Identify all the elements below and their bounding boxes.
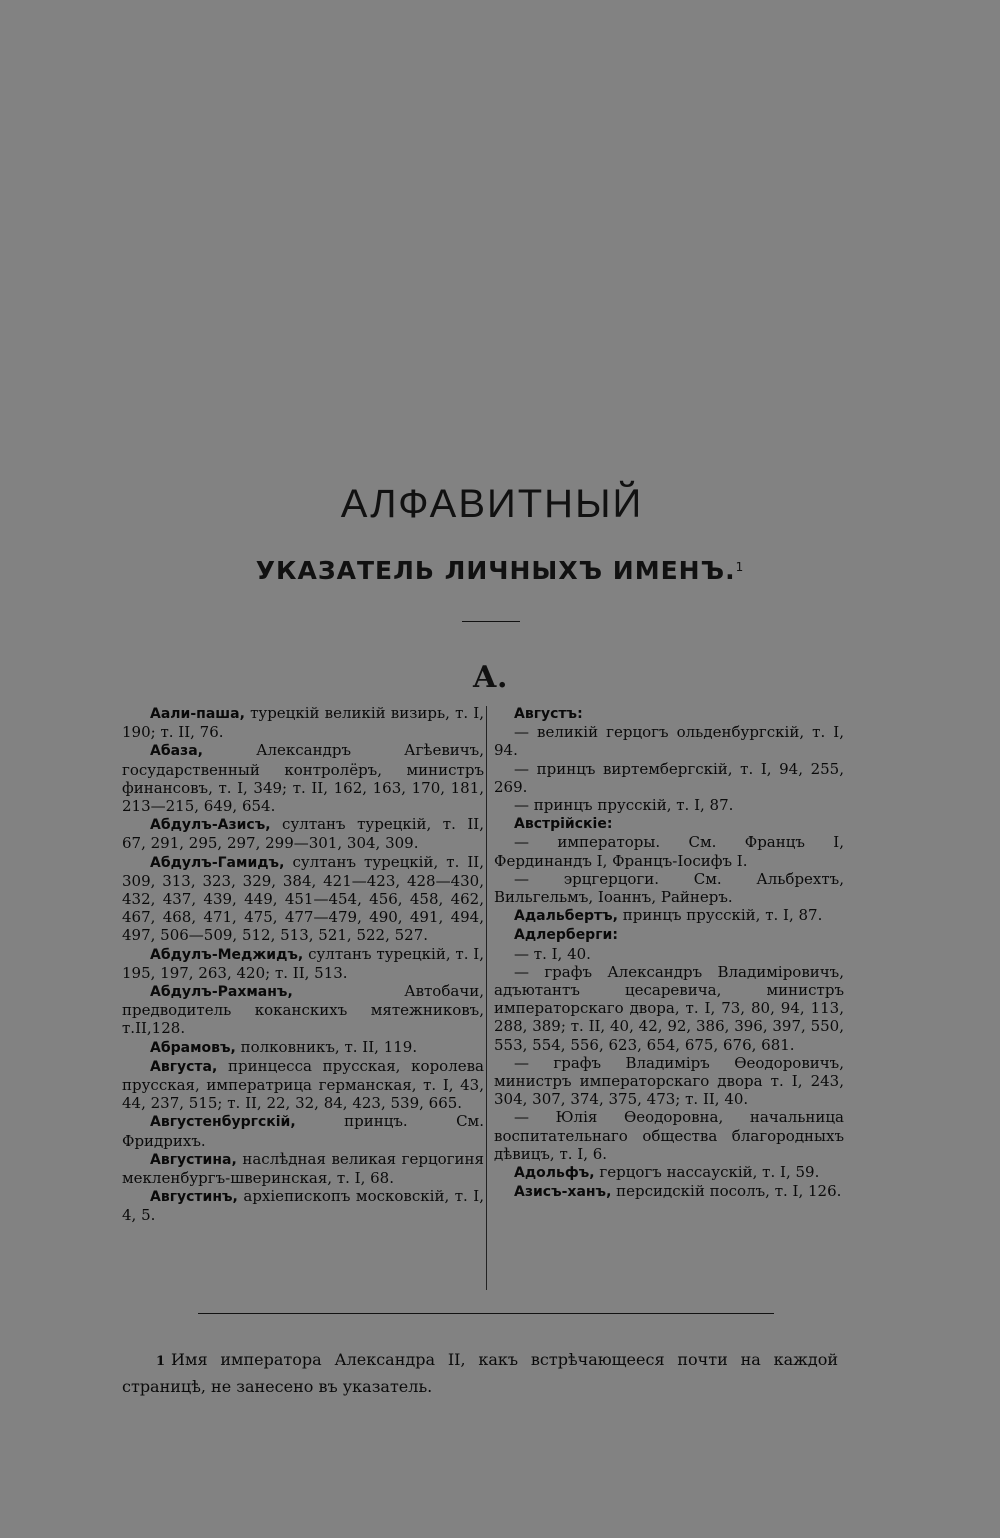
entry-text: султанъ турецкій, т. II, 309, 313, 323, 329, 384, 421—423, 428—430, 432, 437, 439, 449, 451—454, 456, 458, 462, 467, 468, 471, 475, 477—479, 490, 491, 494, 497, 506—509, 512, 513, 521, 522, 527. — [122, 852, 484, 945]
entry-headword: Адлерберги: — [514, 927, 618, 944]
entry-text: принцъ прусскій, т. I, 87. — [617, 906, 823, 925]
index-subentry — [494, 723, 844, 759]
index-entry — [122, 1038, 484, 1057]
index-subentry — [494, 945, 844, 963]
index-entry — [122, 945, 484, 982]
index-heading-entry — [494, 814, 844, 833]
title-rule — [462, 621, 520, 622]
footnote-text: Имя императора Александра II, какъ встрѣчающееся почти на каждой страницѣ, не занесено въ указатель. — [122, 1350, 838, 1396]
footnote-mark: 1 — [156, 1354, 166, 1369]
entry-text: — императоры. См. Францъ I, Фердинандъ I, Францъ-Іосифъ I. — [494, 833, 844, 870]
entry-text: герцогъ нассаускій, т. I, 59. — [594, 1163, 820, 1182]
entry-headword: Абаза, — [150, 743, 203, 760]
entry-text: — графъ Александръ Владиміровичъ, адъютантъ цесаревича, министръ императорскаго двора, т. I, 73, 80, 94, 113, 288, 389; т. II, 40, 42, 92, 386, 396, 397, 550, 553, 554, 556, 623, 654, 675, 676, 681. — [494, 962, 844, 1054]
entry-text: — принцъ виртембергскій, т. I, 94, 255, 269. — [494, 759, 844, 796]
entry-text: — эрцгерцоги. См. Альбрехтъ, Вильгельмъ, Іоаннъ, Райнеръ. — [494, 869, 844, 907]
entry-text: турецкій великій визирь, т. I, 190; т. II, 76. — [122, 704, 484, 742]
index-entry — [122, 1112, 484, 1149]
index-subentry — [494, 870, 844, 906]
index-heading-entry — [494, 704, 844, 723]
index-entry — [122, 815, 484, 852]
entry-headword: Августъ: — [514, 706, 583, 722]
subtitle-text: УКАЗАТЕЛЬ ЛИЧНЫХЪ ИМЕНЪ. — [255, 556, 736, 585]
entry-headword: Аали-паша, — [150, 706, 245, 722]
index-entry — [122, 704, 484, 741]
index-entry — [122, 853, 484, 945]
index-subentry — [494, 963, 844, 1054]
index-heading-entry — [494, 925, 844, 944]
entry-text: — великій герцогъ ольденбургскій, т. I, 94. — [494, 723, 844, 760]
index-title: АЛФАВИТНЫЙ — [340, 482, 644, 526]
index-entry — [122, 1057, 484, 1113]
index-subentry — [494, 1108, 844, 1163]
entry-text: полковникъ, т. II, 119. — [235, 1037, 418, 1056]
index-subentry — [494, 833, 844, 869]
entry-text: султанъ турецкій, т. I, 195, 197, 263, 420; т. II, 513. — [122, 944, 484, 982]
entry-text: архіепископъ московскій, т. I, 4, 5. — [122, 1187, 484, 1225]
index-subentry — [494, 1054, 844, 1109]
index-entry — [494, 1182, 844, 1201]
entry-headword: Адальбертъ, — [514, 908, 618, 925]
entry-text: султанъ турецкій, т. II, 67, 291, 295, 297, 299—301, 304, 309. — [122, 815, 484, 853]
entry-headword: Абдулъ-Меджидъ, — [150, 946, 304, 963]
entry-headword: Адольфъ, — [514, 1165, 595, 1182]
entry-text: Александръ Агѣевичъ, государственный контролёръ, министръ финансовъ, т. I, 349; т. II, 162, 163, 170, 181, 213—215, 649, 654. — [122, 741, 484, 816]
index-subtitle — [0, 556, 1000, 585]
entry-headword: Абдулъ-Азисъ, — [150, 817, 271, 834]
entry-text: персидскій посолъ, т. I, 126. — [611, 1182, 842, 1201]
footnote-rule — [198, 1313, 774, 1314]
index-entry — [122, 1187, 484, 1224]
column-divider — [486, 706, 487, 1290]
entry-headword: Абрамовъ, — [150, 1039, 236, 1056]
entry-text: — принцъ прусскій, т. I, 87. — [514, 796, 734, 815]
entry-text: Автобачи, предводитель коканскихъ мятежниковъ, т.II,128. — [122, 982, 484, 1038]
entry-text: — Юлія Ѳеодоровна, начальница воспитательнаго общества благородныхъ дѣвицъ, т. I, 6. — [494, 1108, 844, 1163]
index-subentry — [494, 796, 844, 814]
entry-headword: Августинъ, — [150, 1189, 238, 1206]
entry-headword: Абдулъ-Рахманъ, — [150, 984, 293, 1001]
index-entry — [122, 982, 484, 1038]
footnote — [122, 1347, 838, 1399]
section-letter: А. — [472, 660, 508, 695]
index-entry — [494, 1163, 844, 1182]
entry-text: наслѣдная великая герцогиня мекленбургъ-шверинская, т. I, 68. — [122, 1149, 484, 1188]
entry-headword: Абдулъ-Гамидъ, — [150, 854, 285, 871]
entry-headword: Августа, — [150, 1058, 218, 1075]
left-column — [122, 704, 484, 1225]
entry-text: — графъ Владиміръ Ѳеодоровичъ, министръ императорскаго двора т. I, 243, 304, 307, 374, 375, 473; т. II, 40. — [494, 1053, 844, 1109]
entry-text: — т. I, 40. — [514, 944, 591, 963]
index-entry — [122, 1150, 484, 1187]
footnote-reference: 1 — [735, 560, 745, 574]
entry-headword: Августина, — [150, 1151, 237, 1168]
index-subentry — [494, 760, 844, 796]
entry-headword: Азисъ-ханъ, — [514, 1184, 612, 1201]
index-entry — [494, 906, 844, 925]
index-entry — [122, 741, 484, 815]
entry-headword: Августенбургскій, — [150, 1114, 296, 1131]
entry-text: принцесса прусская, королева прусская, императрица германская, т. I, 43, 44, 237, 515; т. II, 22, 32, 84, 423, 539, 665. — [122, 1056, 484, 1113]
entry-headword: Австрійскіе: — [514, 816, 613, 833]
right-column — [494, 704, 844, 1201]
entry-text: принцъ. См. Фридрихъ. — [122, 1112, 484, 1150]
